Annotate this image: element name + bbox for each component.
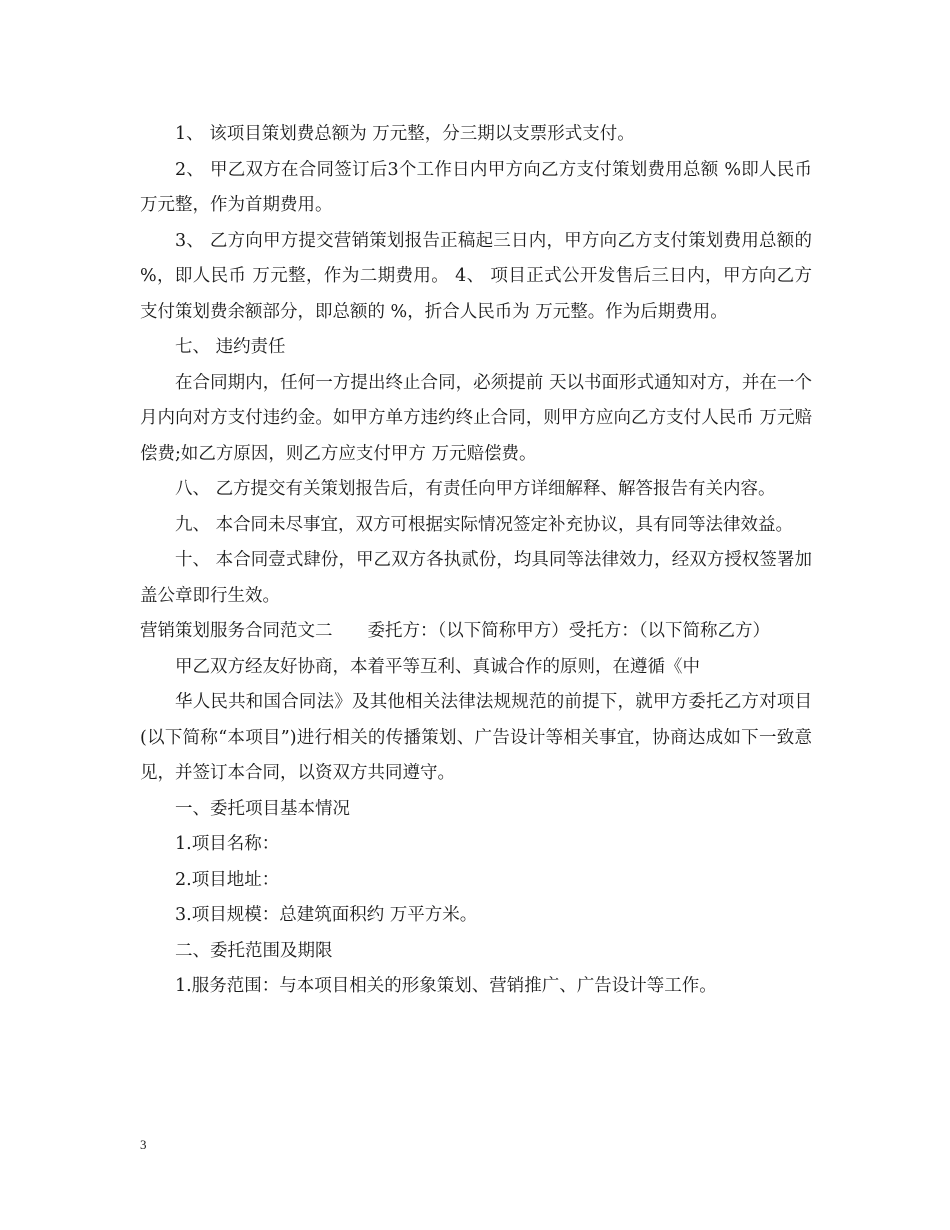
document-body	[140, 117, 812, 1005]
list-item-project-address: 2.项目地址：	[175, 869, 280, 890]
section-heading-scope: 二、委托范围及期限	[175, 940, 333, 961]
paragraph-section-10: 十、 本合同壹式肆份，甲乙双方各执贰份，均具同等法律效力，经双方授权签署加盖公章即行生效。	[140, 550, 812, 606]
list-item-project-scale: 3.项目规模：总建筑面积约 万平方米。	[175, 905, 478, 925]
section-heading-breach: 七、 违约责任	[175, 337, 286, 357]
paragraph-payment-3: 3、 乙方向甲方提交营销策划报告正稿起三日内，甲方向乙方支付策划费用总额的 %，即人民币 万元整，作为二期费用。 4、 项目正式公开发售后三日内，甲方向乙方支付策划费余额部分，即总额的 %，折合人民币为 万元整。作为后期费用。	[140, 230, 812, 322]
paragraph-payment-2: 2、 甲乙双方在合同签订后3个工作日内甲方向乙方支付策划费用总额 %即人民币 万元整，作为首期费用。	[140, 159, 812, 215]
page-number: 3	[140, 1137, 147, 1152]
paragraph-section-8: 八、 乙方提交有关策划报告后，有责任向甲方详细解释、解答报告有关内容。	[175, 479, 776, 499]
section-heading-project-info: 一、委托项目基本情况	[175, 798, 350, 819]
paragraph-preamble-2: 华人民共和国合同法》及其他相关法律法规规范的前提下，就甲方委托乙方对项目(以下简称“本项目”)进行相关的传播策划、广告设计等相关事宜，协商达成如下一致意见，并签订本合同，以资双方共同遵守。	[140, 692, 812, 783]
paragraph-breach-body: 在合同期内，任何一方提出终止合同，必须提前 天以书面形式通知对方，并在一个月内向对方支付违约金。如甲方单方违约终止合同，则甲方应向乙方支付人民币 万元赔偿费;如乙方原因，则乙方应支付甲方 万元赔偿费。	[140, 372, 812, 464]
list-item-service-scope: 1.服务范围：与本项目相关的形象策划、营销推广、广告设计等工作。	[175, 976, 717, 996]
list-item-project-name: 1.项目名称：	[175, 834, 280, 854]
paragraph-preamble-1: 甲乙双方经友好协商，本着平等互利、真诚合作的原则，在遵循《中	[175, 656, 700, 677]
paragraph-payment-1: 1、 该项目策划费总额为 万元整，分三期以支票形式支付。	[175, 124, 635, 144]
contract-2-header: 营销策划服务合同范文二 委托方：（以下简称甲方）受托方：（以下简称乙方）	[140, 621, 770, 641]
paragraph-section-9: 九、 本合同未尽事宜，双方可根据实际情况签定补充协议，具有同等法律效益。	[175, 514, 794, 535]
